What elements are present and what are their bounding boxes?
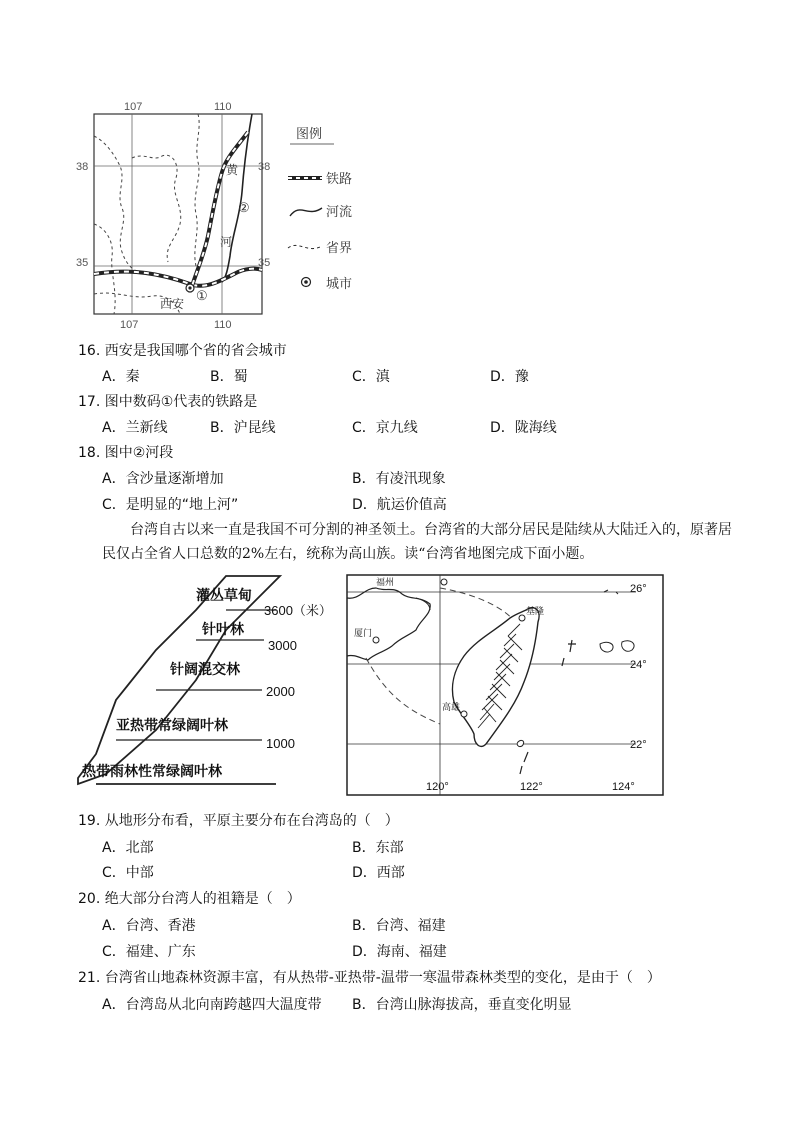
option-a[interactable]: A．秦 [102,369,140,385]
lat-label-35-left: 35 [76,257,89,269]
option-d[interactable]: D．陇海线 [490,420,557,436]
question-number: 19. [78,813,101,829]
option-d[interactable]: D．豫 [490,369,529,385]
lat-label-35-right: 35 [258,257,271,269]
lon-label-122: 122° [520,781,543,793]
legend-city: 城市 [326,276,353,291]
option-a[interactable]: A．兰新线 [102,420,168,436]
lon-label-107-bottom: 107 [120,319,139,331]
city-gaoxiong: 高雄 [442,702,461,712]
city-fuzhou-symbol [441,579,447,585]
city-xiamen: 厦门 [354,628,373,638]
legend-railway: 铁路 [326,171,353,186]
city-fuzhou: 福州 [376,577,395,587]
city-gaoxiong-symbol [461,711,467,717]
zone-mixed-forest: 针阔混交林 [170,661,240,677]
elevation-3000: 3000 [268,638,297,653]
lon-label-107-top: 107 [124,101,143,113]
map-legend [288,126,352,291]
passage-taiwan: 台湾自古以来一直是我国不可分割的神圣领土。台湾省的大部分居民是陆续从大陆迁入的，原著居民仅占全省人口总数的2%左右，统称为高山族。读“台湾省地图完成下面小题。 [102,522,732,562]
lon-label-110-bottom: 110 [214,319,232,331]
city-jilong-symbol [519,615,525,621]
option-b[interactable]: B．有凌汛现象 [352,471,446,487]
legend-title: 图例 [296,126,323,141]
elevation-1000: 1000 [266,736,295,751]
legend-boundary: 省界 [326,240,353,255]
option-a[interactable]: A．台湾、香港 [102,918,196,934]
option-c[interactable]: C．京九线 [352,420,418,436]
zone-tropical-rainforest: 热带雨林性常绿阔叶林 [82,763,222,779]
question-number: 17. [78,394,101,410]
legend-river: 河流 [326,204,353,219]
question-number: 18. [78,445,101,461]
option-c[interactable]: C．滇 [352,369,390,385]
question-number: 20. [78,891,101,907]
marker-1: ① [196,288,208,303]
option-d[interactable]: D．西部 [352,865,405,881]
option-c[interactable]: C．中部 [102,865,154,881]
elevation-3600: 3600（米） [264,603,332,618]
option-d[interactable]: D．海南、福建 [352,944,447,960]
lat-label-38-right: 38 [258,161,271,173]
city-xiamen-symbol [373,637,379,643]
option-b[interactable]: B．台湾、福建 [352,918,446,934]
map-taiwan [346,574,666,798]
lon-label-124: 124° [612,781,635,793]
marker-2: ② [238,200,250,215]
option-b[interactable]: B．台湾山脉海拔高，垂直变化明显 [352,997,572,1013]
zone-subtropical-evergreen: 亚热带常绿阔叶林 [116,717,228,733]
river-label-he: 河 [220,235,233,249]
option-a[interactable]: A．北部 [102,840,154,856]
zone-shrub-meadow: 灌丛草甸 [196,587,252,603]
lat-label-26: 26° [630,583,647,595]
map-yellow-river-xian [72,96,364,332]
option-a[interactable]: A．台湾岛从北向南跨越四大温度带 [102,997,322,1013]
question-number: 21. [78,970,101,986]
question-text: 绝大部分台湾人的祖籍是（ ） [104,891,301,907]
option-b[interactable]: B．沪昆线 [210,420,276,436]
option-a[interactable]: A．含沙量逐渐增加 [102,471,224,487]
question-text: 西安是我国哪个省的省会城市 [104,343,287,359]
option-b[interactable]: B．东部 [352,840,404,856]
city-label-xian: 西安 [160,297,185,311]
elevation-2000: 2000 [266,684,295,699]
lon-label-120: 120° [426,781,449,793]
question-text: 台湾省山地森林资源丰富，有从热带-亚热带-温带一寒温带森林类型的变化，是由于（ ） [104,970,661,986]
lat-label-24: 24° [630,659,647,671]
question-text: 图中②河段 [104,445,174,461]
option-d[interactable]: D．航运价值高 [352,497,447,513]
lon-label-110-top: 110 [214,101,232,113]
question-number: 16. [78,343,101,359]
lat-label-38-left: 38 [76,161,89,173]
lat-label-22: 22° [630,739,647,751]
vegetation-zone-diagram [76,570,348,792]
option-c[interactable]: C．是明显的“地上河” [102,497,239,513]
city-jilong: 基隆 [526,606,545,616]
option-b[interactable]: B．蜀 [210,369,248,385]
question-text: 从地形分布看，平原主要分布在台湾岛的（ ） [104,813,399,829]
river-label-huang: 黄 [226,163,239,177]
zone-coniferous: 针叶林 [202,621,244,637]
question-text: 图中数码①代表的铁路是 [104,394,258,410]
option-c[interactable]: C．福建、广东 [102,944,196,960]
